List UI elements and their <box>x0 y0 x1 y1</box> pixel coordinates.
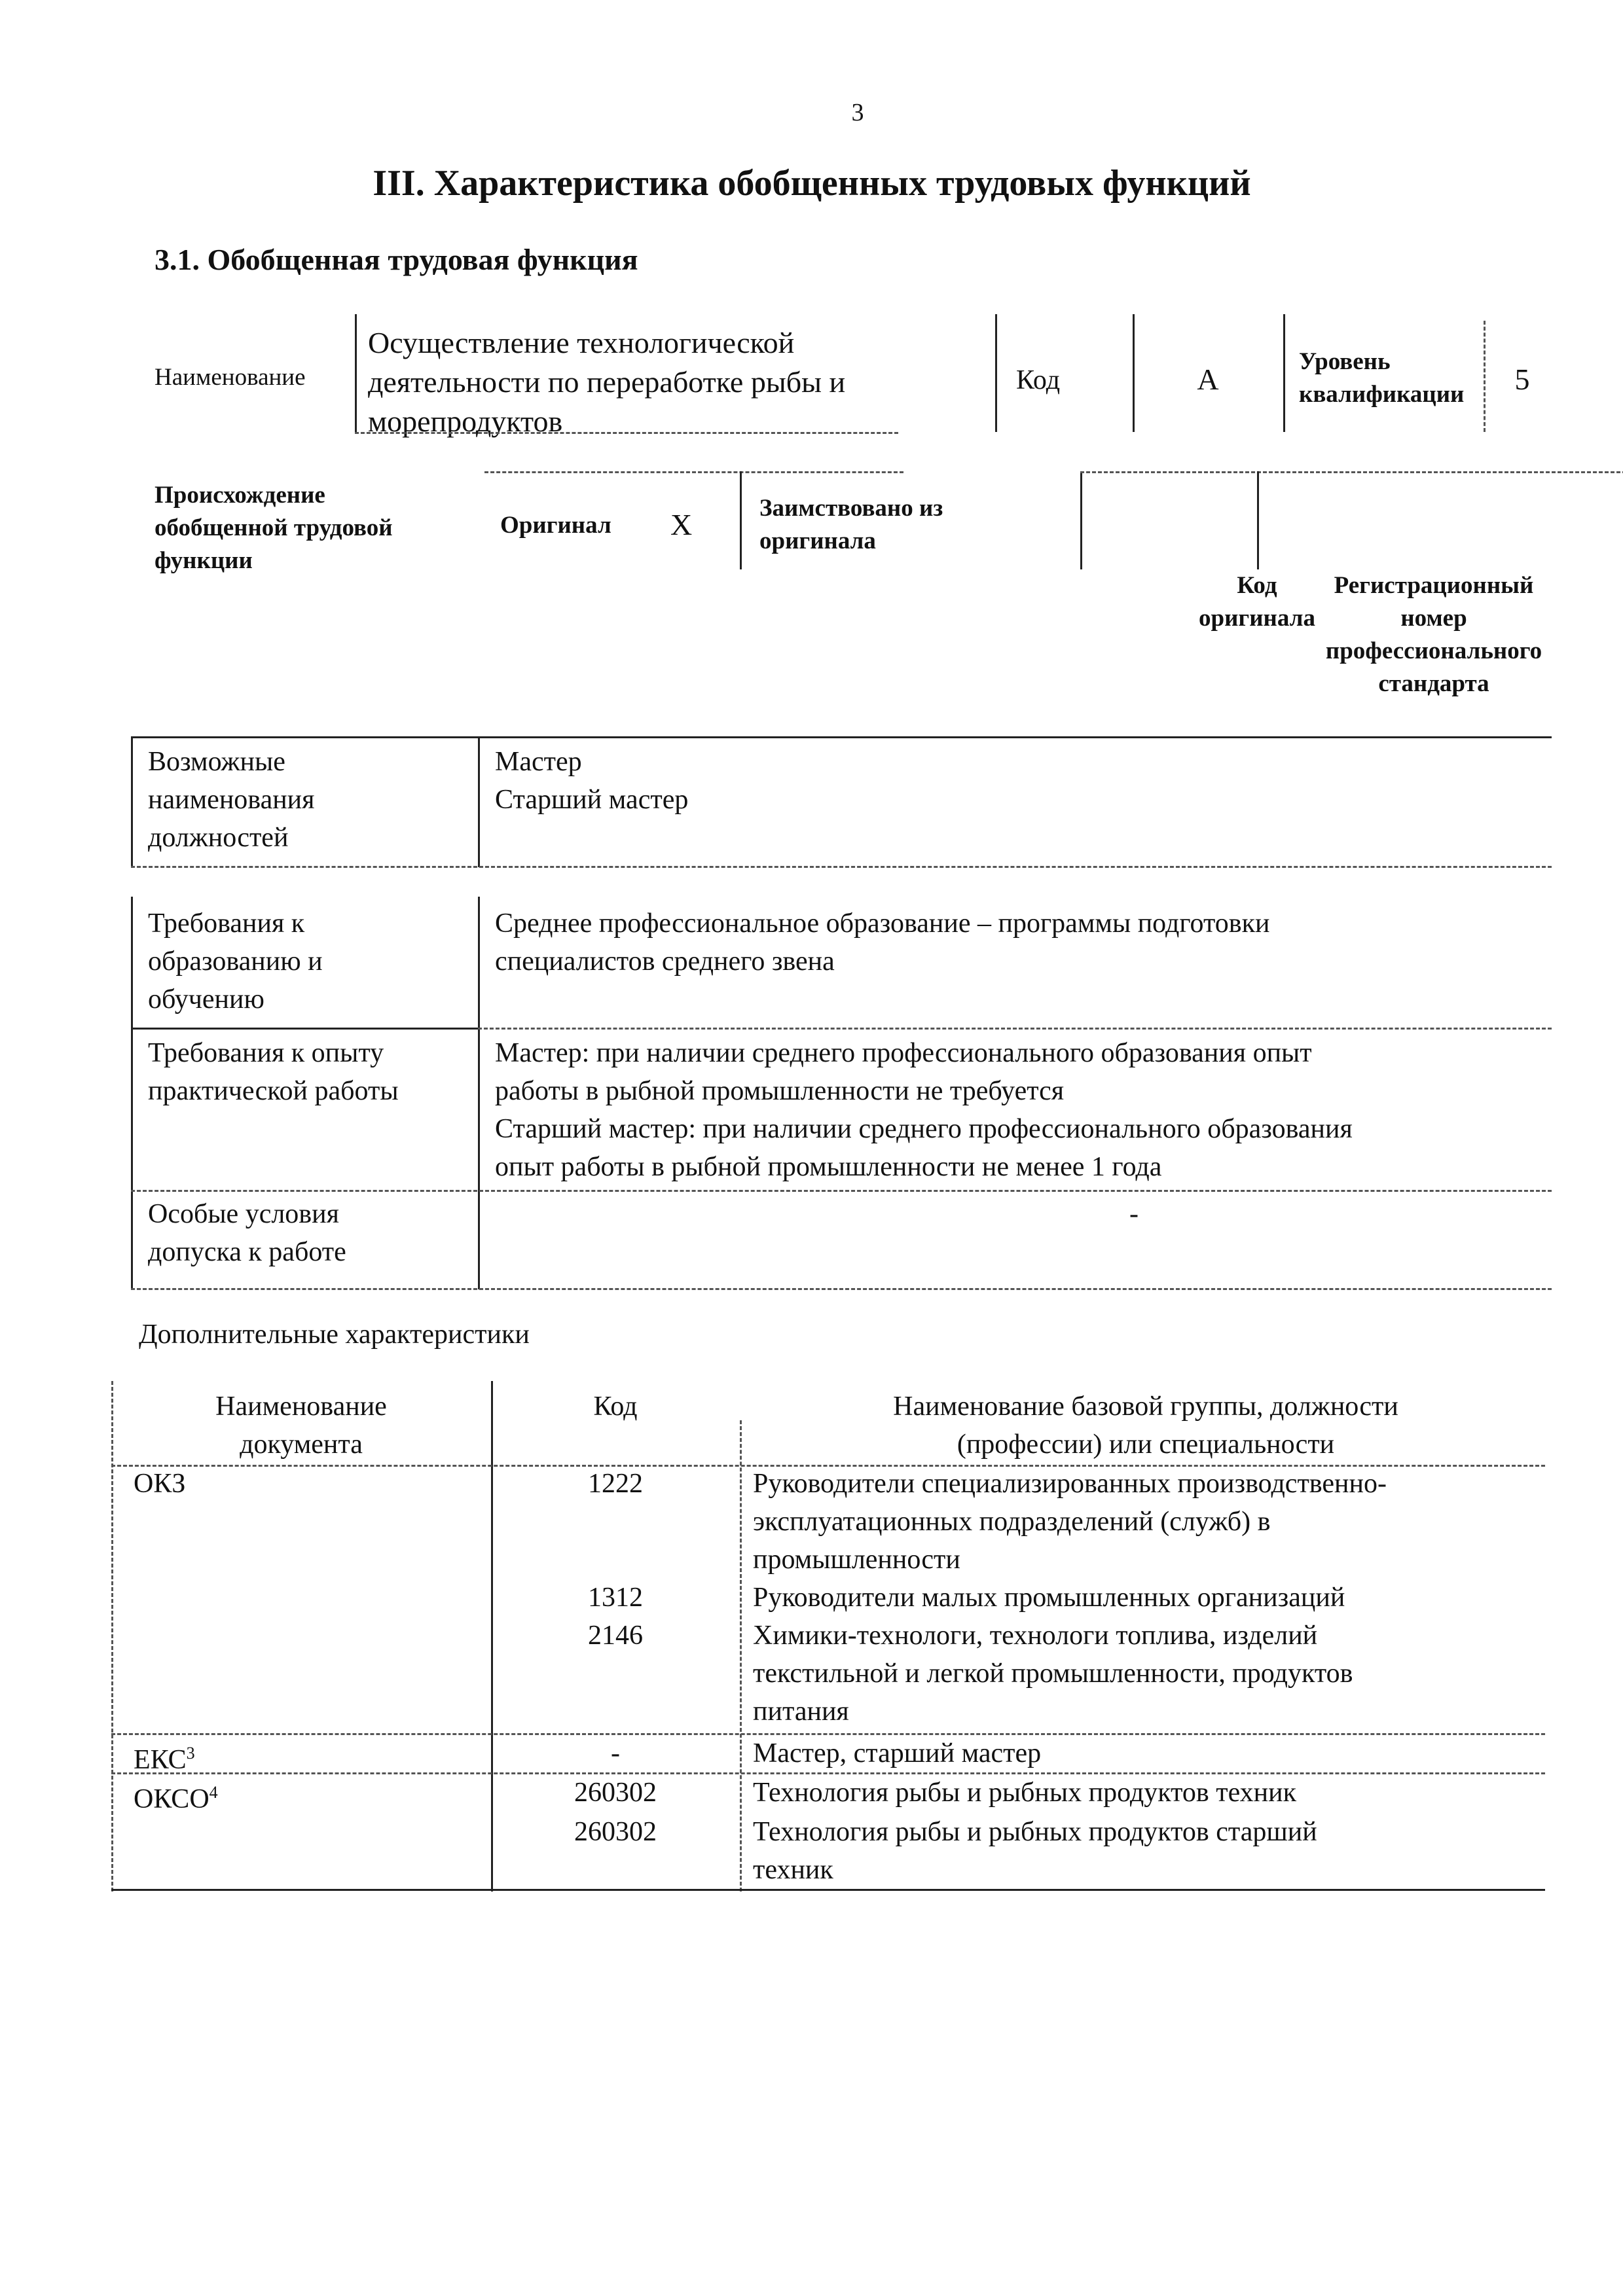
origin-table <box>151 465 1565 713</box>
original-mark: X <box>670 508 693 541</box>
section-title: III. Характеристика обобщенных трудовых функций <box>373 163 1251 204</box>
original-code-caption: Код оригинала <box>1199 572 1315 632</box>
header-table <box>151 308 1565 439</box>
row-code: 260302 <box>574 1778 657 1808</box>
row-doc: ЕКС$^3$ <box>134 1744 195 1775</box>
reg-number-caption: Регистрационный номер профессионального стандарта <box>1325 572 1542 697</box>
level-label: Уровень квалификации <box>1299 348 1465 408</box>
borrowed-label: Заимствовано из оригинала <box>759 495 943 554</box>
row-code: 1222 <box>588 1469 643 1499</box>
name-label: Наименование <box>155 364 306 391</box>
additional-table <box>111 1381 1545 1892</box>
header-group: Наименование базовой группы, должности (профессии) или специальности <box>893 1391 1398 1460</box>
positions-table <box>131 736 1552 867</box>
req-education-value: Среднее профессиональное образование – программы подготовки специалистов среднего звена <box>495 908 1270 977</box>
row-group: Технология рыбы и рыбных продуктов старший техник <box>753 1817 1317 1885</box>
row-group: Технология рыбы и рыбных продуктов техник <box>753 1778 1297 1808</box>
req-experience-label: Требования к опыту практической работы <box>148 1038 399 1106</box>
row-doc: ОКСО$^4$ <box>134 1783 218 1814</box>
code-value: А <box>1197 363 1219 396</box>
req-education-label: Требования к образованию и обучению <box>148 908 323 1014</box>
req-special-label: Особые условия допуска к работе <box>148 1199 346 1267</box>
code-label: Код <box>1016 365 1061 395</box>
header-code: Код <box>593 1391 638 1422</box>
row-group: Руководители малых промышленных организаций <box>753 1583 1345 1613</box>
name-value: Осуществление технологической деятельности по переработке рыбы и морепродуктов <box>368 326 846 438</box>
header-doc: Наименование документа <box>215 1391 387 1460</box>
row-code: 1312 <box>588 1583 643 1613</box>
row-group: Химики-технологи, технологи топлива, изделий текстильной и легкой промышленности, продуктов питания <box>753 1621 1353 1727</box>
requirements-table <box>131 897 1552 1289</box>
subsection-title: 3.1. Обобщенная трудовая функция <box>155 243 638 276</box>
row-group: Мастер, старший мастер <box>753 1738 1042 1768</box>
page-number: 3 <box>851 99 864 126</box>
positions-values: Мастер Старший мастер <box>495 747 689 815</box>
row-group: Руководители специализированных производственно- эксплуатационных подразделений (служб) в промышленности <box>753 1469 1387 1575</box>
row-code: - <box>611 1738 620 1768</box>
original-label: Оригинал <box>500 512 611 539</box>
additional-title: Дополнительные характеристики <box>139 1319 530 1350</box>
req-special-value: - <box>1129 1199 1139 1229</box>
row-code: 2146 <box>588 1621 643 1651</box>
level-value: 5 <box>1514 363 1530 396</box>
positions-label: Возможные наименования должностей <box>148 747 315 853</box>
row-code: 260302 <box>574 1817 657 1847</box>
origin-label: Происхождение обобщенной трудовой функции <box>155 482 393 574</box>
row-doc: ОКЗ <box>134 1469 186 1499</box>
req-experience-value: Мастер: при наличии среднего профессионального образования опыт работы в рыбной промышленности не требуется Старший мастер: при наличии среднего профессионального образования опыт работы в рыбной промышленности не менее 1 года <box>495 1038 1353 1182</box>
